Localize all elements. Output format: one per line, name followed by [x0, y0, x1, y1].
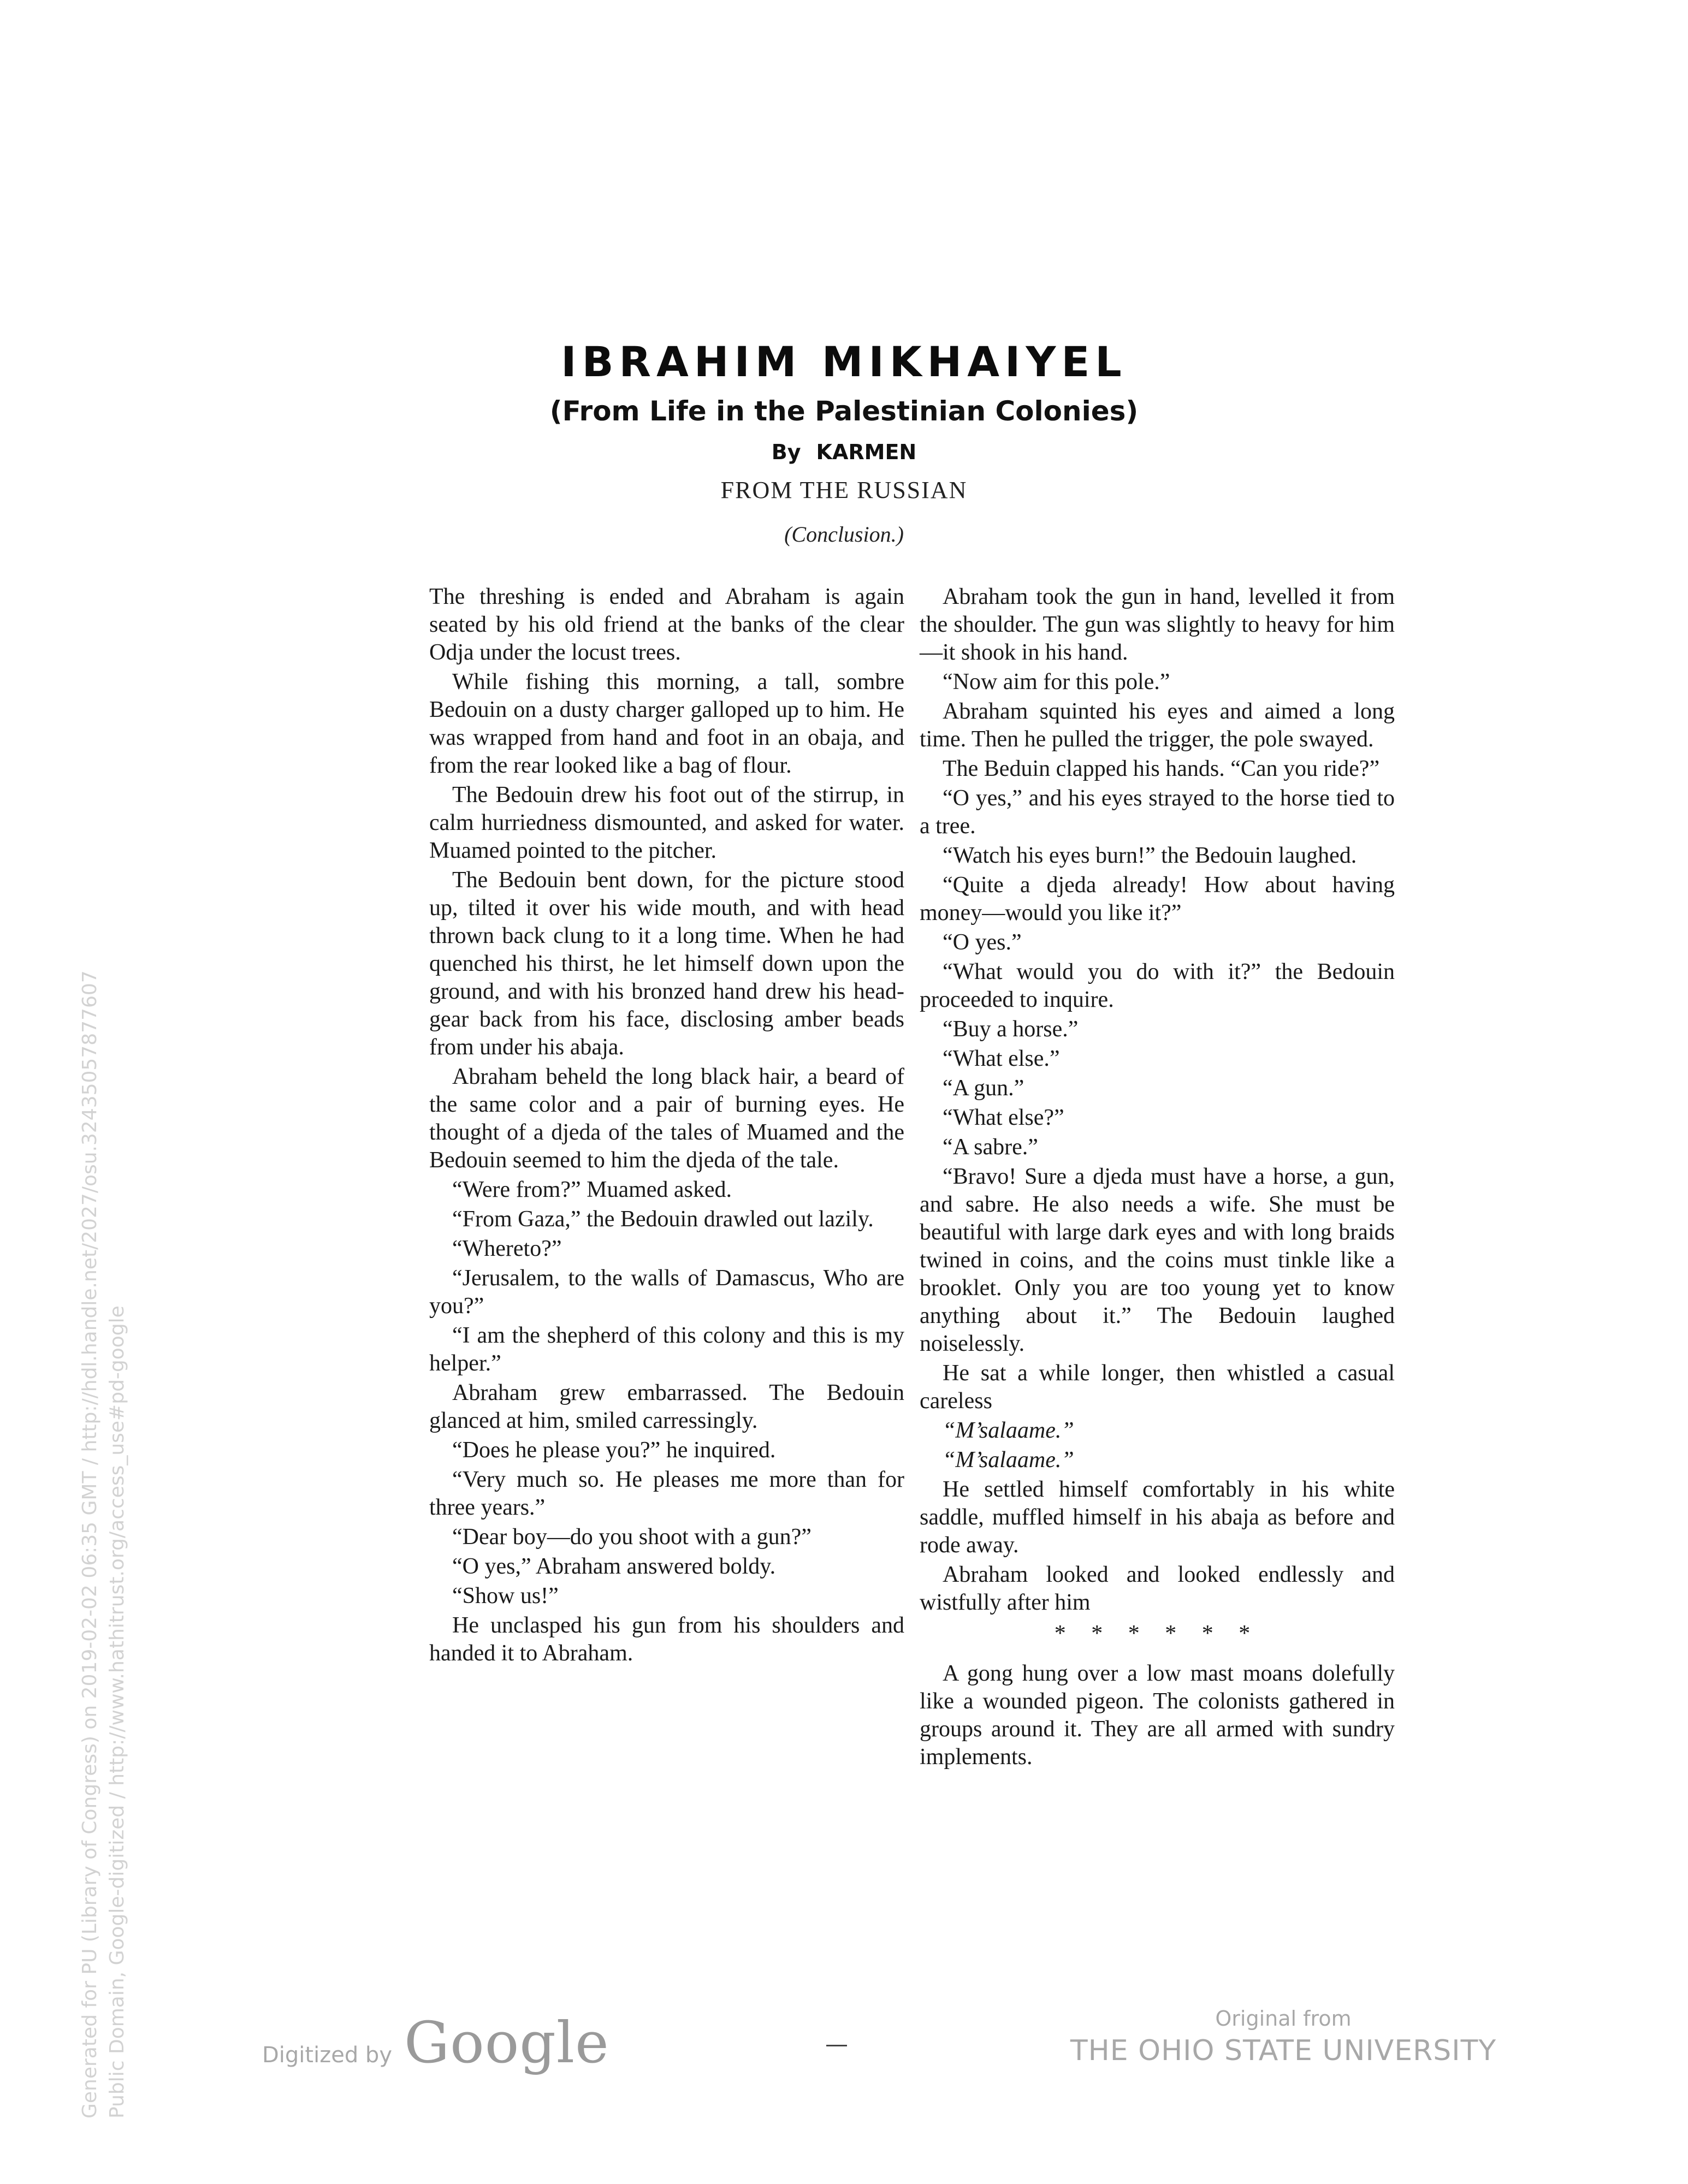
- paragraph: The Bedouin bent down, for the picture stood up, tilted it over his wide mouth, and with head thrown back clung to it a long time. When he had quenched his thirst, he let himself down upon the ground, and with his bronzed hand drew his head-gear back from his face, disclosing amber beads from under his abaja.: [429, 868, 904, 1060]
- left-column: [429, 583, 904, 1669]
- watermark-line: Generated for PU (Library of Congress) on 2019-02-02 06:35 GMT / http://hdl.handle.net/2027/osu.32435057877607: [79, 970, 101, 2118]
- original-from-label: Original from: [1215, 2007, 1352, 2031]
- paragraph: “M’salaame.”: [943, 1418, 1074, 1443]
- original-from-block: [1038, 2004, 1529, 2068]
- paragraph: “Now aim for this pole.”: [943, 669, 1170, 695]
- paragraph: He unclasped his gun from his shoulders and handed it to Abraham.: [429, 1613, 904, 1666]
- by-label: By: [771, 440, 801, 464]
- paragraph: “Very much so. He pleases me more than for three years.”: [429, 1467, 904, 1520]
- paragraph: Abraham squinted his eyes and aimed a long time. Then he pulled the trigger, the pole swayed.: [920, 699, 1395, 752]
- paragraph: “Jerusalem, to the walls of Damascus, Who are you?”: [429, 1266, 904, 1319]
- paragraph: “O yes.”: [943, 930, 1022, 955]
- paragraph: Abraham grew embarrassed. The Bedouin glanced at him, smiled carressingly.: [429, 1380, 904, 1433]
- watermark-line: Public Domain, Google-digitized / http://www.hathitrust.org/access_use#pd-google: [106, 1305, 128, 2118]
- paragraph: He settled himself comfortably in his white saddle, muffled himself in his abaja as before and rode away.: [920, 1477, 1395, 1558]
- author-name: KARMEN: [816, 440, 917, 464]
- paragraph: “Were from?” Muamed asked.: [452, 1177, 732, 1202]
- paragraph: The threshing is ended and Abraham is again seated by his old friend at the banks of the clear Odja under the locust trees.: [429, 584, 904, 665]
- article-title: IBRAHIM MIKHAIYEL: [561, 337, 1127, 386]
- paragraph: Abraham looked and looked endlessly and wistfully after him: [920, 1562, 1395, 1615]
- paragraph: The Bedouin drew his foot out of the stirrup, in calm hurriedness dismounted, and asked for water. Muamed pointed to the pitcher.: [429, 782, 904, 863]
- university-name: THE OHIO STATE UNIVERSITY: [1070, 2034, 1497, 2067]
- paragraph: “M’salaame.”: [943, 1447, 1074, 1473]
- paragraph: “Quite a djeda already! How about having money—would you like it?”: [920, 873, 1395, 925]
- paragraph: “A gun.”: [943, 1076, 1024, 1101]
- paragraph: “What else.”: [943, 1046, 1060, 1071]
- paragraph: “What would you do with it?” the Bedouin proceeded to inquire.: [920, 959, 1395, 1012]
- paragraph: “Watch his eyes burn!” the Bedouin laughed.: [943, 843, 1357, 868]
- paragraph: “From Gaza,” the Bedouin drawled out lazily.: [452, 1207, 874, 1232]
- paragraph: “O yes,” and his eyes strayed to the horse tied to a tree.: [920, 786, 1395, 839]
- translation-note: FROM THE RUSSIAN: [720, 477, 968, 503]
- paragraph: He sat a while longer, then whistled a casual careless: [920, 1361, 1395, 1414]
- paragraph: “Dear boy—do you shoot with a gun?”: [452, 1524, 812, 1550]
- conclusion-note: (Conclusion.): [784, 522, 904, 547]
- paragraph: “Buy a horse.”: [943, 1017, 1079, 1042]
- paragraph: “I am the shepherd of this colony and this is my helper.”: [429, 1323, 904, 1376]
- paragraph: While fishing this morning, a tall, sombre Bedouin on a dusty charger galloped up to him. He was wrapped from hand and foot in an obaja, and from the rear looked like a bag of flour.: [429, 669, 904, 778]
- digitized-by-google: [262, 2009, 609, 2076]
- google-logo: Google: [404, 2009, 609, 2076]
- paragraph: “Does he please you?” he inquired.: [452, 1438, 776, 1463]
- paragraph: A gong hung over a low mast moans dolefully like a wounded pigeon. The colonists gathered in groups around it. They are all armed with sundry implements.: [920, 1661, 1395, 1770]
- paragraph: Abraham beheld the long black hair, a beard of the same color and a pair of burning eyes. He thought of a djeda of the tales of Muamed and the Bedouin seemed to him the djeda of the tale.: [429, 1064, 904, 1173]
- paragraph: “Bravo! Sure a djeda must have a horse, a gun, and sabre. He also needs a wife. She must be beautiful with large dark eyes and with long braids twined in coins, and the coins must tinkle like a brooklet. Only you are too young yet to know anything about it.” The Bedouin laughed noiselessly.: [920, 1164, 1395, 1356]
- section-separator: * * * * * *: [1054, 1621, 1260, 1646]
- digitized-by-label: Digitized by: [262, 2043, 392, 2068]
- paragraph: “Whereto?”: [452, 1236, 562, 1261]
- byline: [0, 440, 1688, 464]
- paragraph: Abraham took the gun in hand, levelled it from the shoulder. The gun was slightly to heavy for him—it shook in his hand.: [920, 584, 1395, 665]
- article-subtitle: (From Life in the Palestinian Colonies): [549, 395, 1139, 427]
- page-dash: [826, 2045, 847, 2046]
- paragraph: “O yes,” Abraham answered boldy.: [452, 1554, 776, 1579]
- side-watermark: [76, 970, 131, 2118]
- right-column: [920, 583, 1395, 1773]
- paragraph: The Beduin clapped his hands. “Can you ride?”: [943, 756, 1380, 781]
- paragraph: “A sabre.”: [943, 1135, 1038, 1160]
- paragraph: “What else?”: [943, 1105, 1064, 1130]
- paragraph: “Show us!”: [452, 1583, 559, 1609]
